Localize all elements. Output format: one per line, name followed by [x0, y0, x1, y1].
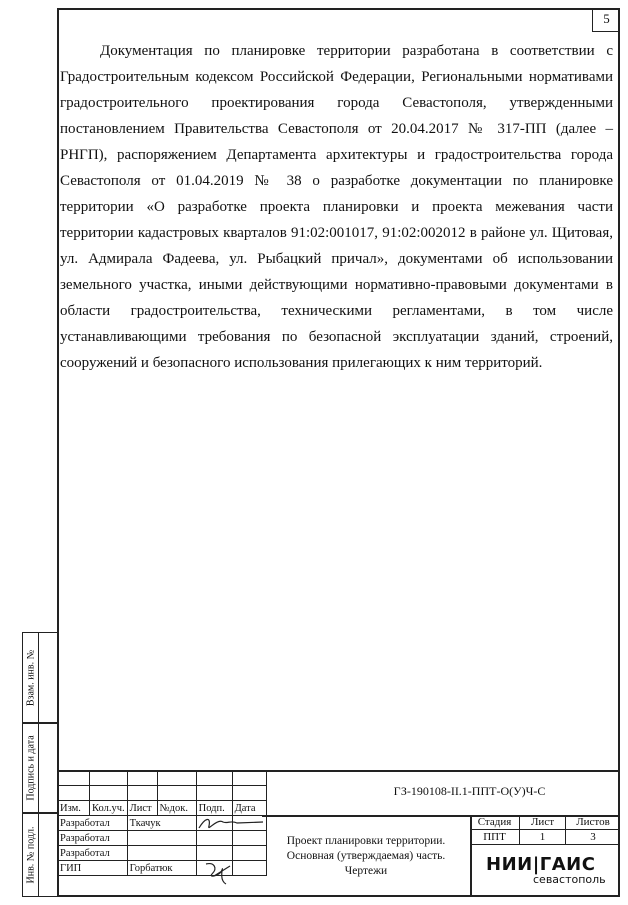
stamp-header-data: Дата: [232, 801, 266, 816]
stamp-header-ndok: №док.: [157, 801, 196, 816]
stamp-header-list: Лист: [127, 801, 157, 816]
body-paragraph: Документация по планировке территории разработана в соответствии с Градостроительным кодексом Российской Федерации, Региональными нормативами градостроительного проектирования города Севастополя, утвержденными постановлением Правительства Севастополя от 20.04.2017 № 317-ПП (далее – РНГП), распоряжением Департамента архитектуры и градостроительства города Севастополя от 01.04.2019 № 38 о разработке документации по планировке территории «О разработке проекта планировки и проекта межевания части территории кадастровых кварталов 91:02:001017, 91:02:002012 в районе ул. Щитовая, ул. Адмирала Фадеева, ул. Рыбацкий причал», документами об использовании земельного участка, иными действующими нормативно-правовыми документами в области градостроительства, техническими регламентами, в том числе устанавливающими требования по безопасной эксплуатации зданий, строений, сооружений и безопасного использования прилегающих к ним территорий.: [60, 43, 613, 371]
stamp-header-kolvo: Кол.уч.: [90, 801, 128, 816]
stamp-role-3: Разработал: [58, 846, 128, 861]
document-title: [262, 834, 470, 879]
sheet-header: Лист: [530, 816, 555, 828]
stage-header: Стадия: [477, 816, 512, 828]
stage-value: ППТ: [483, 831, 506, 843]
side-label-inv: Инв. № подл.: [25, 826, 36, 884]
logo-subtitle: севастополь: [533, 873, 606, 886]
side-label-podpis: Подпись и дата: [25, 735, 36, 801]
stamp-name-3: [127, 846, 196, 861]
stamp-role-1: Разработал: [58, 816, 128, 831]
stamp-header-podp: Подп.: [196, 801, 232, 816]
signature-tkachuk: [197, 814, 267, 834]
company-logo: [480, 854, 618, 890]
title-block: [57, 770, 620, 897]
stamp-role-2: Разработал: [58, 831, 128, 846]
side-box-podpis: [22, 723, 58, 813]
title-line-3: Чертежи: [344, 865, 388, 877]
body-text: [60, 38, 613, 376]
logo-mark: НИИ|ГАИС: [486, 854, 596, 875]
sheets-header: Листов: [576, 816, 610, 828]
stamp-name-1: Ткачук: [127, 816, 196, 831]
side-box-inv: [22, 813, 58, 897]
stamp-name-4: Горбатюк: [127, 861, 196, 876]
title-line-1: Проект планировки территории.: [286, 835, 446, 847]
stamp-role-4: ГИП: [58, 861, 128, 876]
signature-gorbatyuk: [200, 860, 240, 890]
page-number: 5: [592, 8, 620, 32]
side-label-vzam: Взам. инв. №: [25, 649, 36, 706]
sheet-value: 1: [539, 831, 546, 843]
stamp-header-izm: Изм.: [58, 801, 90, 816]
title-line-2: Основная (утверждаемая) часть.: [286, 850, 446, 862]
document-code: ГЗ-190108-II.1-ППТ-О(У)Ч-С: [393, 784, 546, 798]
sheets-value: 3: [590, 831, 596, 843]
stamp-name-2: [127, 831, 196, 846]
side-box-vzam: [22, 632, 58, 723]
